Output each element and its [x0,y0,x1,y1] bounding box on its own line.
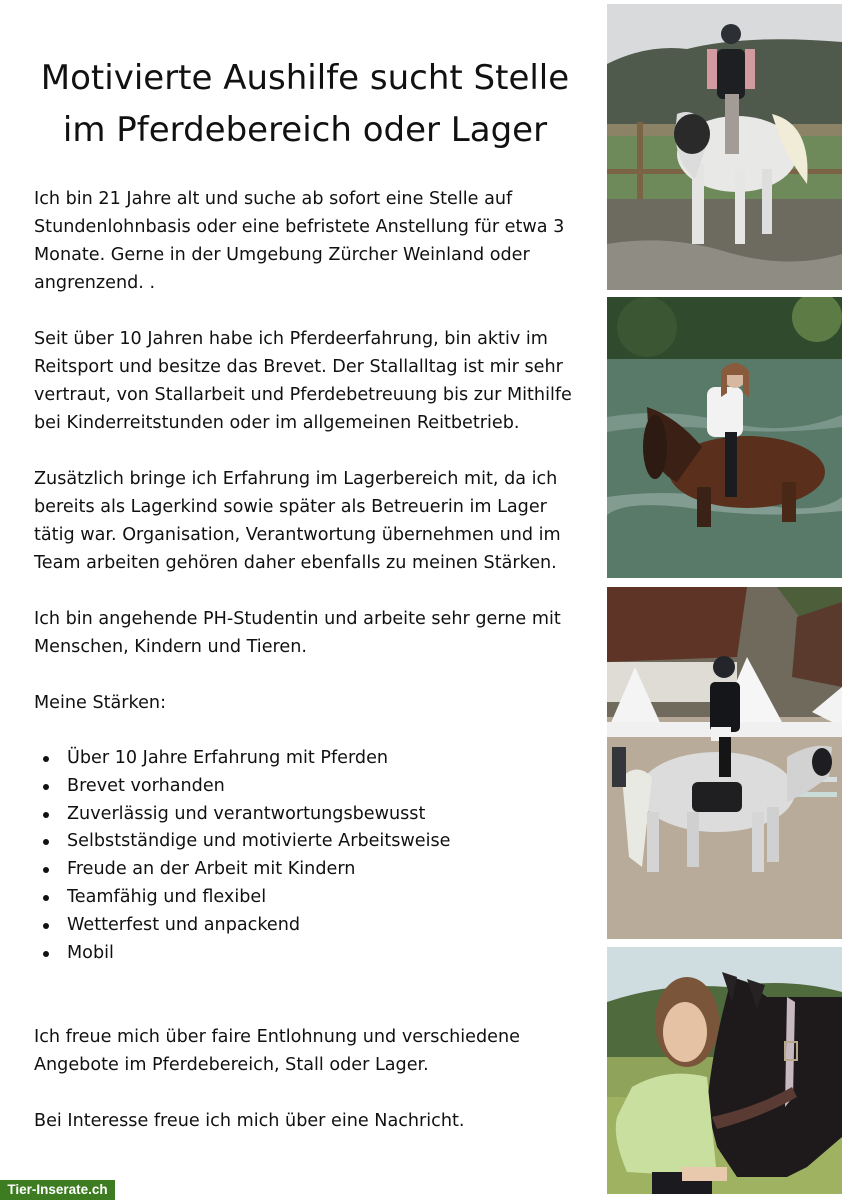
camp-experience-paragraph: Zusätzlich bringe ich Erfahrung im Lagerbereich mit, da ich bereits als Lagerkind sowie später als Betreuerin im Lager tätig war. Organisation, Verantwortung übernehmen und im Team arbeiten gehören daher ebenfalls zu meinen Stärken. [34,469,561,573]
list-item: Über 10 Jahre Erfahrung mit Pferden [67,745,599,773]
horse-photo-image [607,4,842,290]
lake-photo-image [607,297,842,578]
list-item: Brevet vorhanden [67,773,599,801]
photo-grey-horse-show [607,587,842,939]
list-item: Selbstständige und motivierte Arbeitsweise [67,828,599,856]
photo-brown-horse-lake [607,297,842,578]
list-item: Wetterfest und anpackend [67,912,599,940]
horse-experience-paragraph: Seit über 10 Jahren habe ich Pferdeerfahrung, bin aktiv im Reitsport und besitze das Brevet. Der Stallalltag ist mir sehr vertraut, von Stallarbeit und Pferdebetreuung bis zur Mithilfe bei Kinderreitstunden oder im allgemeinen Reitbetrieb. [34,329,572,433]
list-item: Teamfähig und flexibel [67,884,599,912]
title-line-2: im Pferdebereich oder Lager [62,110,548,150]
list-item: Freude an der Arbeit mit Kindern [67,856,599,884]
closing-paragraph: Ich freue mich über faire Entlohnung und verschiedene Angebote im Pferdebereich, Stall oder Lager. [34,1027,520,1076]
list-item: Zuverlässig und verantwortungsbewusst [67,801,599,829]
student-paragraph: Ich bin angehende PH-Studentin und arbeite sehr gerne mit Menschen, Kindern und Tieren. [34,609,561,657]
portrait-photo-image [607,947,842,1194]
list-item: Mobil [67,940,599,968]
show-photo-image [607,587,842,939]
ad-body [34,185,599,1135]
site-watermark: Tier-Inserate.ch [0,1180,115,1200]
title-line-1: Motivierte Aushilfe sucht Stelle [40,58,570,98]
contact-paragraph: Bei Interesse freue ich mich über eine Nachricht. [34,1111,465,1132]
intro-paragraph: Ich bin 21 Jahre alt und suche ab sofort eine Stelle auf Stundenlohnbasis oder eine befristete Anstellung für etwa 3 Monate. Gerne in der Umgebung Zürcher Weinland oder angrenzend. . [34,189,565,293]
photo-woman-black-horse [607,947,842,1194]
photo-grey-horse-arena [607,4,842,290]
strengths-list [34,745,599,967]
page-title [0,52,610,156]
strengths-heading: Meine Stärken: [34,693,167,713]
